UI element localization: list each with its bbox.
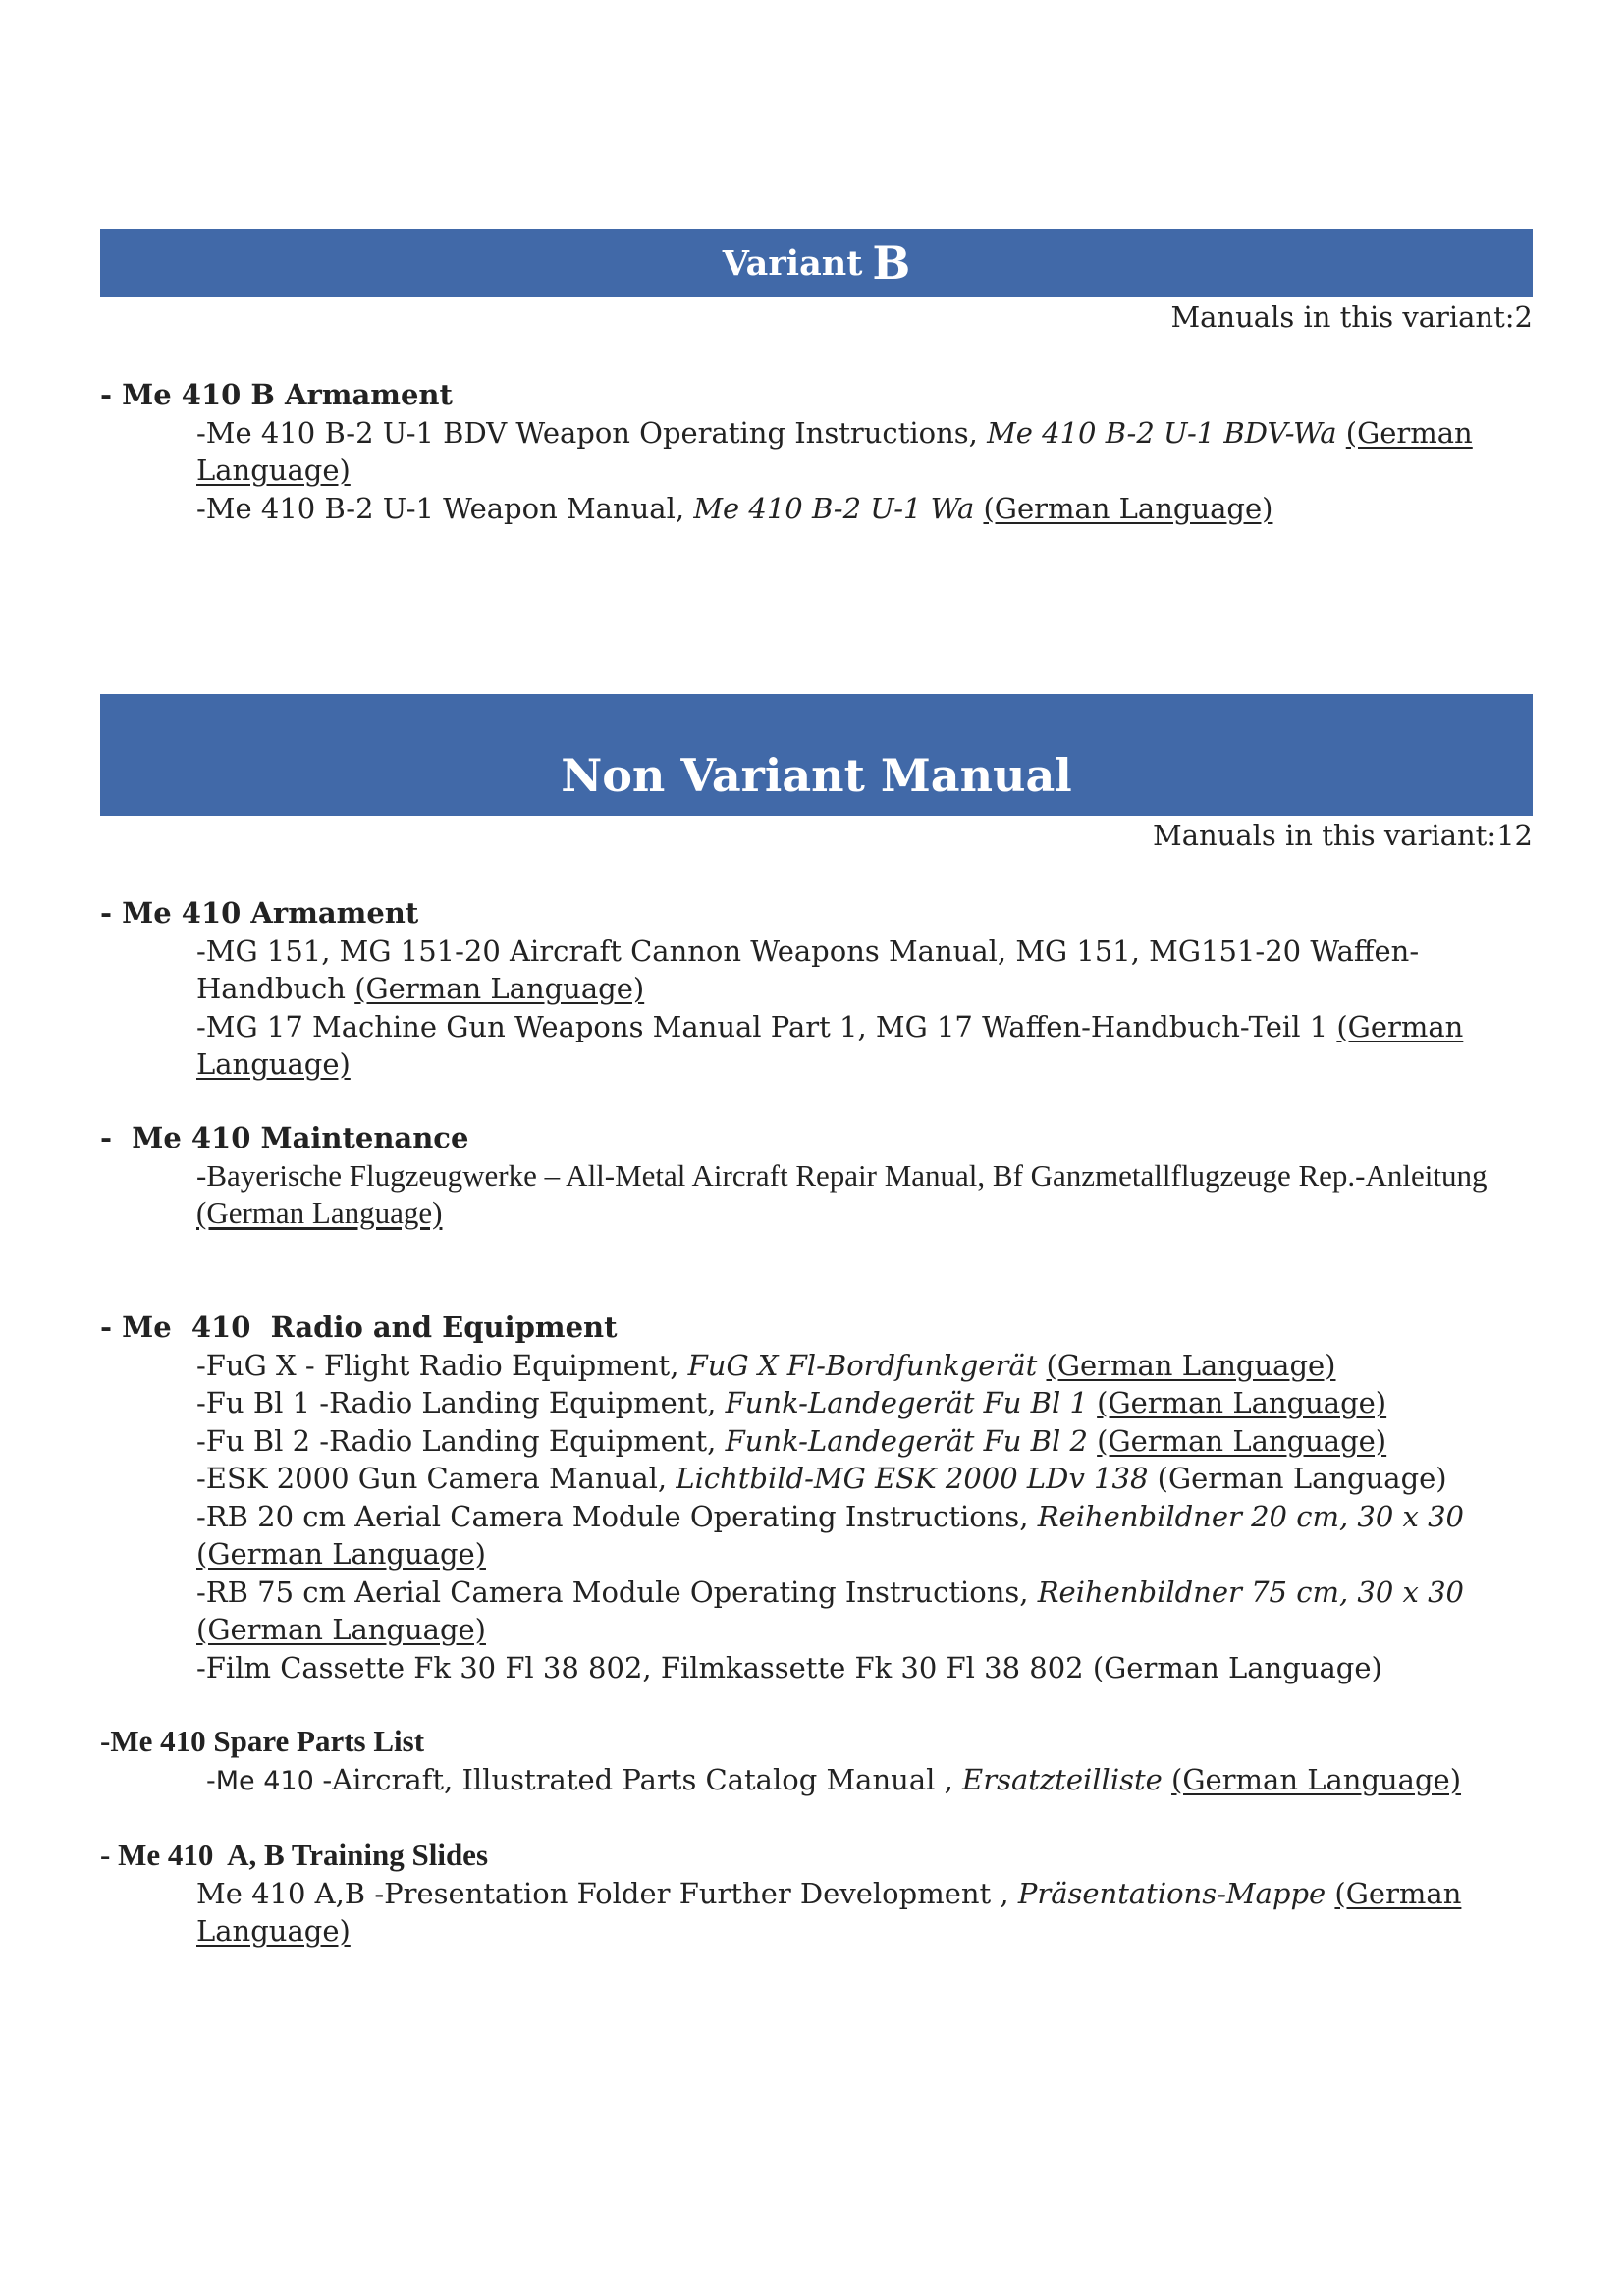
variant-b-banner-label: Variant [722, 242, 863, 284]
german-language-link[interactable]: (German Language) [1046, 1348, 1336, 1382]
list-item: -RB 20 cm Aerial Camera Module Operating Instructions, Reihenbildner 20 cm, 30 x 30 (German Language) [196, 1499, 1464, 1571]
list-item: -Me 410 B-2 U-1 Weapon Manual, Me 410 B-2 U-1 Wa (German Language) [196, 491, 1273, 525]
section-title: - Me 410 Radio and Equipment [100, 1310, 618, 1344]
german-language-link[interactable]: (German Language) [1097, 1423, 1387, 1458]
list-item: Me 410 A,B -Presentation Folder Further Development , Präsentations-Mappe (German Language) [196, 1876, 1462, 1948]
german-language-link[interactable]: (German Language) [196, 415, 1473, 487]
german-language-link[interactable]: (German Language) [196, 1009, 1464, 1081]
german-language-link[interactable]: (German Language) [1097, 1386, 1387, 1419]
non-variant-count: Manuals in this variant:12 [1153, 819, 1533, 852]
list-item: -ESK 2000 Gun Camera Manual, Lichtbild-MG ESK 2000 LDv 138 (German Language) [196, 1462, 1447, 1495]
list-item: -Fu Bl 2 -Radio Landing Equipment, Funk-Landegerät Fu Bl 2 (German Language) [196, 1423, 1387, 1458]
german-language-link[interactable]: (German Language) [196, 1876, 1462, 1948]
training-slides-section [100, 1837, 1543, 1950]
list-item: -Film Cassette Fk 30 Fl 38 802, Filmkassette Fk 30 Fl 38 802 (German Language) [196, 1650, 1382, 1684]
list-item: -FuG X - Flight Radio Equipment, FuG X Fl-Bordfunkgerät (German Language) [196, 1348, 1336, 1382]
non-variant-banner-label: Non Variant Manual [561, 749, 1072, 802]
variant-b-banner [100, 229, 1533, 297]
section-title: - Me 410 A, B Training Slides [100, 1838, 489, 1872]
section-title: - Me 410 Armament [100, 896, 419, 930]
variant-b-banner-letter: B [872, 237, 911, 290]
german-language-link[interactable]: (German Language) [354, 972, 645, 1005]
list-item: -Fu Bl 1 -Radio Landing Equipment, Funk-Landegerät Fu Bl 1 (German Language) [196, 1386, 1387, 1419]
german-language-link[interactable]: (German Language) [983, 491, 1273, 525]
list-item: -Bayerische Flugzeugwerke – All-Metal Aircraft Repair Manual, Bf Ganzmetallflugzeuge Rep.-Anleitung (German Language) [196, 1157, 1488, 1230]
german-language-link[interactable]: (German Language) [196, 1537, 486, 1571]
german-language-link[interactable]: (German Language) [196, 1196, 443, 1230]
spare-parts-section [100, 1723, 1543, 1800]
list-item: -RB 75 cm Aerial Camera Module Operating Instructions, Reihenbildner 75 cm, 30 x 30 (German Language) [196, 1575, 1464, 1646]
list-item: -Me 410 -Aircraft, Illustrated Parts Catalog Manual , Ersatzteilliste (German Language) [206, 1762, 1462, 1796]
radio-equipment-section [100, 1308, 1543, 1686]
armament-section [100, 894, 1543, 1084]
list-item: -MG 17 Machine Gun Weapons Manual Part 1, MG 17 Waffen-Handbuch-Teil 1 (German Language) [196, 1009, 1464, 1081]
non-variant-banner [100, 694, 1533, 816]
list-item: -Me 410 B-2 U-1 BDV Weapon Operating Instructions, Me 410 B-2 U-1 BDV-Wa (German Language) [196, 415, 1473, 487]
german-language-link[interactable]: (German Language) [1171, 1762, 1462, 1796]
section-title: - Me 410 B Armament [100, 378, 453, 411]
section-title: -Me 410 Spare Parts List [100, 1724, 425, 1758]
german-language-link[interactable]: (German Language) [196, 1613, 486, 1646]
list-item: -MG 151, MG 151-20 Aircraft Cannon Weapons Manual, MG 151, MG151-20 Waffen-Handbuch (German Language) [196, 934, 1420, 1005]
maintenance-section [100, 1119, 1543, 1233]
variant-b-count: Manuals in this variant:2 [1170, 300, 1533, 334]
section-title: - Me 410 Maintenance [100, 1121, 469, 1154]
variant-b-armament-section [100, 376, 1543, 527]
